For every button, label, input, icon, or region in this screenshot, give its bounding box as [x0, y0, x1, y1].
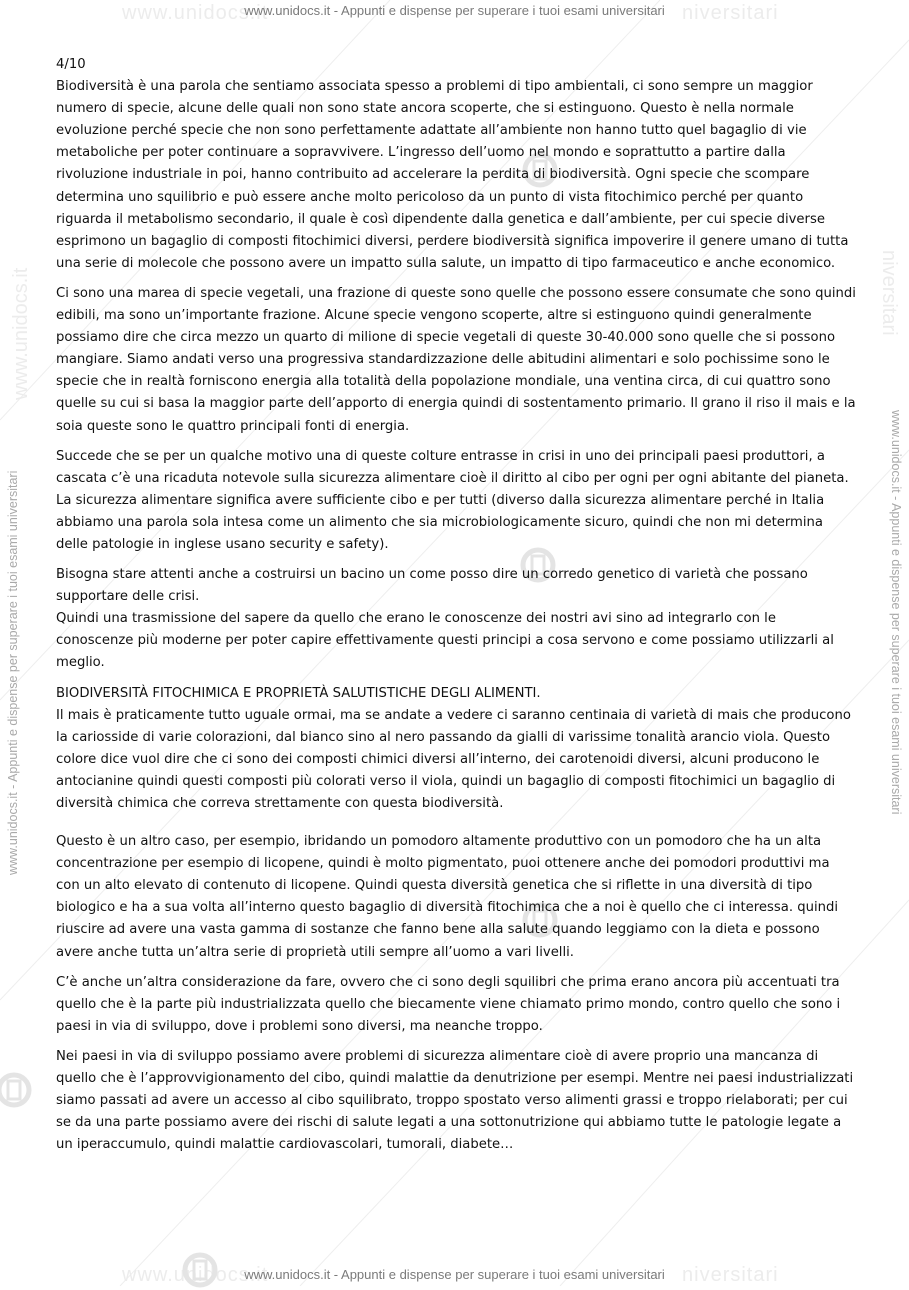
watermark-side-left: www.unidocs.it - Appunti e dispense per superare i tuoi esami universitari — [6, 470, 20, 875]
paragraph: Biodiversità è una parola che sentiamo associata spesso a problemi di tipo ambientali, ci sono sempre un maggior numero di specie, alcune delle quali non sono state ancora scoperte, che si estinguono. Questo è nella normale evoluzione perché specie che non sono perfettamente adattate all’ambiente non hanno tutto quel bagaglio di vie metaboliche per poter continuare a sopravvivere. L’ingresso dell’uomo nel mondo e soprattutto a partire dalla rivoluzione industriale in poi, hanno contribuito ad accelerare la perdita di biodiversità. Ogni specie che scompare determina uno squilibrio e può essere anche molto pericoloso da un punto di vista fitochimico perché per quanto riguarda il metabolismo secondario, il quale è così dipendente dalla genetica e dall’ambiente, per cui specie diverse esprimono un bagaglio di composti fitochimici diversi, perdere biodiversità significa impoverire il genere umano di tutta una serie di molecole che possono avere un impatto sulla salute, un impatto di tipo farmaceutico e anche economico. — [56, 79, 849, 271]
paragraph: Nei paesi in via di sviluppo possiamo avere problemi di sicurezza alimentare cioè di avere proprio una mancanza di quello che è l’approvvigionamento del cibo, quindi malattie da denutrizione per esempi. Mentre nei paesi industrializzati siamo passati ad avere un accesso al cibo squilibrato, troppo spostato verso alimenti grassi e troppo rielaborati; per cui se da una parte possiamo avere dei rischi di salute legati a una sottonutrizione qui abbiamo tutte le patologie legate a un iperaccumulo, quindi malattie cardiovascolari, tumorali, diabete… — [56, 1048, 854, 1153]
watermark-side-ghost-right: niversitari — [878, 250, 900, 336]
paragraph — [56, 564, 856, 674]
document-body — [56, 54, 856, 1164]
unidocs-logo-icon — [0, 1070, 34, 1110]
watermark-ghost-bottom-left: www.unidocs.it — [122, 1264, 269, 1286]
unidocs-logo-icon — [180, 1250, 220, 1290]
section-heading: BIODIVERSITÀ FITOCHIMICA E PROPRIETÀ SALUTISTICHE DEGLI ALIMENTI. — [56, 685, 541, 701]
paragraph: Il mais è praticamente tutto uguale ormai, ma se andate a vedere ci saranno centinaia di varietà di mais che producono la cariosside di varie colorazioni, dal bianco sino al nero passando da gialli di varissime tonalità arancio viola. Questo colore dice vuol dire che ci sono dei composti chimici diversi all’interno, dei carotenoidi diversi, alcuni producono le antocianine quindi questi composti più colorati verso il viola, quindi un bagaglio di composti fitochimici un bagaglio di diversità chimica che correva strettamente con questa biodiversità. — [56, 707, 851, 811]
paragraph-line: Quindi una trasmissione del sapere da quello che erano le conoscenze dei nostri avi sino ad integrarlo con le conoscenze più moderne per poter capire effettivamente questi principi a cosa servono e come possiamo utilizzarli al meglio. — [56, 611, 834, 671]
paragraph: Questo è un altro caso, per esempio, ibridando un pomodoro altamente produttivo con un pomodoro che ha un alta concentrazione per esempio di licopene, quindi è molto pigmentato, puoi ottenere anche dei pomodori produttivi ma con un alto elevato di contenuto di licopene. Quindi questa diversità genetica che si riflette in una diversità di tipo biologico e ha a sua volta all’interno questo bagaglio di diversità fitochimica che a noi è quello che ci interessa. quindi riuscire ad avere una vasta gamma di sostanze che fanno bene alla salute quando leggiamo con la dieta e possono avere anche tutta un’altra serie di proprietà utili sempre all’uomo a vari livelli. — [56, 834, 838, 960]
watermark-side-ghost-left: www.unidocs.it — [10, 267, 32, 400]
paragraph: Ci sono una marea di specie vegetali, una frazione di queste sono quelle che possono essere consumate che sono quindi edibili, ma sono un’importante frazione. Alcune specie vengono scoperte, altre si estinguono quindi generalmente possiamo dire che circa mezzo un quarto di milione di specie vegetali di queste 30-40.000 sono quelle che si possono mangiare. Siamo andati verso una progressiva standardizzazione delle abitudini alimentari e solo pochissime sono le specie che in realtà forniscono energia alla totalità della popolazione mondiale, una ventina circa, di cui quattro sono quelle su cui si basa la maggior parte dell’apporto di energia quindi di sostentamento primario. Il grano il riso il mais e la soia queste sono le quattro principali fonti di energia. — [56, 285, 856, 434]
watermark-side-right: www.unidocs.it - Appunti e dispense per superare i tuoi esami universitari — [889, 410, 903, 815]
watermark-banner-bottom: www.unidocs.it - Appunti e dispense per superare i tuoi esami universitari — [244, 1267, 665, 1282]
page-marker: 4/10 — [56, 57, 86, 72]
paragraph-line: Bisogna stare attenti anche a costruirsi un bacino un come posso dire un corredo genetico di varietà che possano supportare delle crisi. — [56, 567, 808, 605]
watermark-ghost-bottom-right: niversitari — [682, 1264, 779, 1286]
paragraph: Succede che se per un qualche motivo una di queste colture entrasse in crisi in uno dei principali paesi produttori, a cascata c’è una ricaduta notevole sulla sicurezza alimentare cioè il diritto al cibo per ogni per ogni abitante del pianeta. La sicurezza alimentare significa avere sufficiente cibo e per tutti (diverso dalla sicurezza alimentare perché in Italia abbiamo una parola sola intesa come un alimento che sia microbiologicamente sicuro, quindi che non mi determina delle patologie in inglese usano security e safety). — [56, 448, 849, 552]
watermark-ghost-top-left: www.unidocs.it — [122, 2, 269, 24]
paragraph: C’è anche un’altra considerazione da fare, ovvero che ci sono degli squilibri che prima erano ancora più accentuati tra quello che è la parte più industrializzata quello che biecamente viene chiamato primo mondo, contro quello che sono i paesi in via di sviluppo, dove i problemi sono diversi, ma neanche troppo. — [56, 974, 841, 1034]
watermark-banner-top: www.unidocs.it - Appunti e dispense per superare i tuoi esami universitari — [244, 3, 665, 18]
watermark-ghost-top-right: niversitari — [682, 2, 779, 24]
